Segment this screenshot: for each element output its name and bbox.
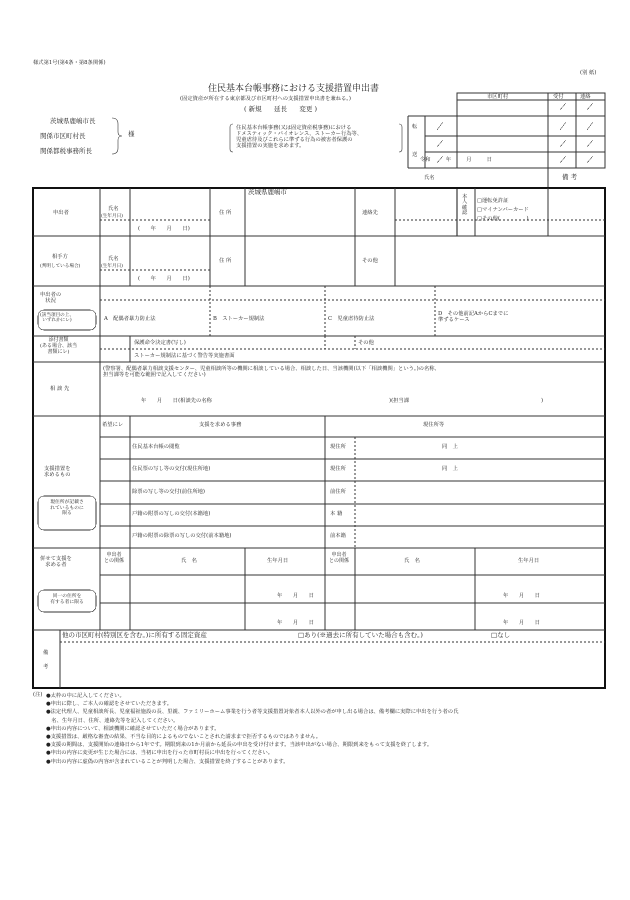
note-item: ●申出の内容に虚偽の内容が含まれていることが判明した場合、支援措置を終了することがあります。 [46,758,289,765]
attachment-other[interactable]: その他 [358,340,374,346]
joint-dob-1b[interactable]: 年 月 日 [277,620,315,626]
date-line[interactable] [420,157,492,163]
type-change[interactable]: 変更 [299,105,313,113]
office-city-header: 市区町村 [487,94,509,100]
addressee-2: 関係市区町村長 [40,132,86,140]
applicant-address-value[interactable]: 茨城県鹿嶋市 [248,188,287,196]
counterpart-other-label: その他 [362,258,378,264]
date-year: 年 [445,157,452,163]
joint-name-header-2: 氏 名 [404,558,420,564]
signature-name-label: 氏名 [424,175,435,181]
counterpart-label: 相手方 [52,254,68,260]
note-item: ●申出の内容に変更が生じた場合には、当初に申出を行った市町村長に申出を行ってください。 [46,750,274,757]
situation-option-d[interactable]: D その他前記AからCまでに 準ずるケース [438,311,509,324]
applicant-address-label: 住 所 [219,210,232,216]
applicant-dob-field[interactable]: ( 年 月 日) [138,226,190,232]
remarks-label-2: 考 [43,664,49,670]
joint-relation-header-2: 申出者 との関係 [329,552,350,564]
property-text: 他の市区町村(特別区を含む。)に所有する固定資産 [62,631,207,639]
applicant-contact-label: 連絡先 [362,210,378,216]
support-matter-2[interactable]: 住民票の写し等の交付(現住所地) [132,466,211,472]
note-item: ●支援措置は、厳格な審査の結果、不当な目的によるものでないことされた請求まで拒否するものではありません。 [46,734,322,741]
support-address-header: 現住所等 [423,422,445,428]
support-note: 現住所が記載さ れているものに 限る [50,500,84,517]
support-addr-label-2: 現住所 [330,466,346,472]
note-item: 名、生年月日、住所、連絡先等を記入してください。 [46,717,179,724]
note-item: ●申出に際し、ご本人の確認をさせていただきます。 [46,701,173,708]
support-matter-3[interactable]: 除票の写し等の交付(前住所地) [132,489,205,495]
note-item: ●太枠の中に記入してください。 [46,693,125,699]
page-title: 住民基本台帳事務における支援措置申出書 [208,84,380,94]
joint-dob-1a[interactable]: 年 月 日 [277,593,315,599]
id-option-other[interactable]: □その他( ) [477,216,529,222]
consultation-label: 相 談 先 [50,386,70,392]
situation-label: 申出者の 状況 [40,292,62,305]
joint-name-header-1: 氏 名 [181,558,197,564]
support-addr-label-5: 前本籍 [330,533,346,539]
joint-dob-2a[interactable]: 年 月 日 [503,593,541,599]
type-new[interactable]: 新規 [248,105,262,113]
consultation-person-label[interactable]: )(担当課 [389,398,410,404]
property-yes-checkbox[interactable]: □あり(※過去に所有していた場合も含む。) [298,631,423,639]
transfer-label-2: 送 [412,152,418,158]
support-addr-value-2: 同 上 [442,466,458,472]
attachments-label: 添付書類 (ある場合、該当 書類にレ) [40,337,77,355]
applicant-label: 申出者 [53,210,69,216]
joint-note: 同一の住所を 有する者に限る [50,594,84,605]
applicant-dob-label: (生年月日) [101,214,123,219]
transfer-label-1: 転 [412,124,418,130]
counterpart-name-label: 氏名 [108,256,119,262]
attachment-stalker-warning[interactable]: ストーカー規制法に基づく警告等実施書面 [134,353,235,359]
support-matter-header: 支援を求める事務 [199,422,242,428]
situation-option-b[interactable]: B ストーカー規制法 [213,316,265,322]
applicant-name-field[interactable] [131,194,209,218]
situation-note: (該当項目の上、 いずれかにレ) [40,313,74,324]
note-item: ●支援の期間は、支援開始の連絡日から1年です。期限到来の1か月前から延長の申出を受け付けます。当該申出がない場合、期限到来をもって支援を終了します。 [46,742,433,749]
id-option-mynumber[interactable]: □マイナンバーカード [477,207,529,213]
note-item: ●法定代理人、児童相談所長、児童福祉施設の長、里親、ファミリーホーム事業を行う者等支援措置対象者本人以外の者が申し出る場合は、備考欄に実際に申出を行う者の氏 [46,709,459,716]
addressee-1: 茨城県鹿嶋市長 [50,117,96,125]
date-era: 令和 [420,157,431,163]
situation-option-c[interactable]: C 児童虐待防止法 [328,316,375,322]
counterpart-dob-field[interactable]: ( 年 月 日) [138,276,190,282]
office-contact-header: 連絡 [580,94,591,100]
support-matter-5[interactable]: 戸籍の附票の除票の写しの交付(前本籍地) [132,533,232,539]
remarks-header: 備 考 [562,173,578,181]
consultation-date-line[interactable]: 年 月 日(相談先の名称 [141,398,212,404]
consultation-note: (警察署、配偶者暴力相談支援センター、児童相談所等の機関に相談している場合、相談した日、当該機関(以下「相談機関」という。)の名称、 担当課等を可能な範囲で記入してください) [103,366,440,379]
application-types: ( 新規 延長 変更 ) [244,105,318,113]
notes-header: (注) [33,692,43,698]
id-option-license[interactable]: □運転免許証 [477,198,509,204]
date-month: 月 [466,157,472,163]
remarks-label-1: 備 [43,650,49,656]
request-text: 住民基本台帳事務(又は固定資産税事務)における ドメスティック・バイオレンス、ストーカー行為等、 児童虐待及びこれらに準ずる行為の被害者保護の 支援措置の実施を求めます。 [236,125,363,150]
date-day: 日 [486,157,493,163]
identity-check-label: 本 人 確 認 [462,194,468,216]
situation-option-a[interactable]: A 配偶者暴力防止法 [104,316,156,322]
consultation-close: ) [541,398,544,404]
counterpart-dob-label: (生年月日) [101,264,123,269]
support-label: 支援措置を 求めるもの [44,466,71,479]
support-addr-label-4: 本 籍 [330,511,343,517]
joint-relation-header-1: 申出者 との関係 [104,552,125,564]
attachment-label: (別 紙) [580,70,597,76]
note-item: ●申出の内容について、相談機関に確認させていただく場合があります。 [46,725,220,732]
property-no-checkbox[interactable]: □なし [491,631,511,639]
page-subtitle: (固定資産が所在する東京都及び市区町村への支援措置申出書を兼ねる。) [180,96,351,102]
joint-dob-2b[interactable]: 年 月 日 [503,620,541,626]
joint-dob-header-1: 生年月日 [267,558,289,564]
counterpart-address-label: 住 所 [219,258,232,264]
honorific: 様 [128,130,135,138]
support-addr-label-3: 前住所 [330,489,346,495]
support-matter-1[interactable]: 住民基本台帳の閲覧 [132,444,180,450]
joint-dob-header-2: 生年月日 [518,558,540,564]
joint-label: 併せて支援を 求める者 [40,556,72,569]
support-addr-label-1: 現住所 [330,444,346,450]
support-check-header: 希望にレ [102,422,124,428]
office-received-header: 受付 [553,94,564,100]
applicant-name-label: 氏名 [108,206,119,212]
notes-list [46,692,458,766]
type-extend[interactable]: 延長 [274,105,288,113]
support-matter-4[interactable]: 戸籍の附票の写しの交付(本籍地) [132,511,211,517]
addressee-3: 関係都税事務所長 [40,147,92,155]
attachment-protection-order[interactable]: 保護命令決定書(写し) [134,340,186,346]
support-addr-value-1: 同 上 [442,444,458,450]
form-number: 様式第1号(第4条・第8条関係) [33,60,106,66]
counterpart-note: (判明している場合) [40,264,81,269]
